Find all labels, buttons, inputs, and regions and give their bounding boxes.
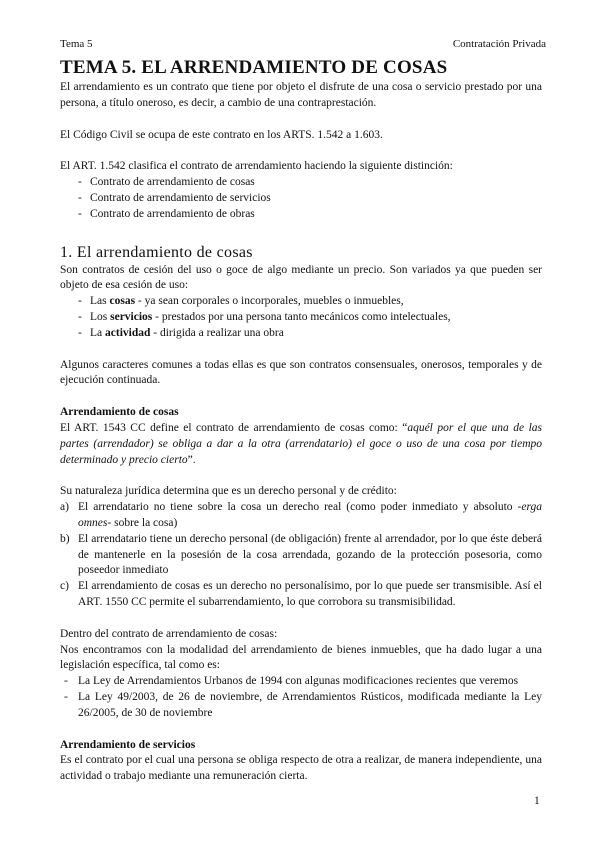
laws-list-item: - La Ley de Arrendamientos Urbanos de 1994 con algunas modificaciones recientes que veremos [60, 674, 542, 690]
header-left: Tema 5 [60, 38, 93, 50]
cosas-nature-item: c) El arrendamiento de cosas es un derecho no personalísimo, por lo que puede ser transmisible. Así el ART. 1550 CC permite el subarrendamiento, lo que corrobora su transmisibilidad. [60, 580, 542, 608]
page-number: 1 [534, 795, 540, 807]
cosas-paragraph-3: Dentro del contrato de arrendamiento de cosas: [60, 627, 278, 640]
laws-list [60, 674, 542, 721]
section1-paragraph-2: Algunos caracteres comunes a todas ellas es que son contratos consensuales, onerosos, temporales y de ejecución continuada. [60, 358, 542, 387]
cosas-nature-item: b) El arrendatario tiene un derecho personal (de obligación) frente al arrendador, por lo que éste deberá de mantenerle en la posesión de la cosa arrendada, gozando de la protección posesoria, como poseedor inmediato [60, 532, 542, 577]
section1-paragraph-1: Son contratos de cesión del uso o goce de algo mediante un precio. Son variados ya que pueden ser objeto de esa cesión de uso: [60, 263, 542, 292]
page-title: TEMA 5. EL ARRENDAMIENTO DE COSAS [60, 57, 448, 78]
subheading-cosas: Arrendamiento de cosas [60, 406, 179, 419]
intro-paragraph-2: El Código Civil se ocupa de este contrato en los ARTS. 1.542 a 1.603. [60, 128, 383, 141]
section1-list-item: - La actividad - dirigida a realizar una obra [78, 326, 542, 342]
intro-list-item: - Contrato de arrendamiento de cosas [78, 175, 542, 191]
intro-list-item: - Contrato de arrendamiento de obras [78, 207, 542, 223]
page-content [60, 56, 542, 785]
intro-paragraph-1: El arrendamiento es un contrato que tiene por objeto el disfrute de una cosa o servicio prestado por una persona, a título oneroso, es decir, a cambio de una contraprestación. [60, 81, 542, 109]
intro-list-item: - Contrato de arrendamiento de servicios [78, 191, 542, 207]
intro-paragraph-3: El ART. 1.542 clasifica el contrato de arrendamiento haciendo la siguiente distinción: [60, 160, 453, 173]
cosas-paragraph-2: Su naturaleza jurídica determina que es un derecho personal y de crédito: [60, 485, 397, 498]
section1-list-item: - Los servicios - prestados por una persona tanto mecánicos como intelectuales, [78, 310, 542, 326]
section1-list [60, 294, 542, 341]
laws-list-item: - La Ley 49/2003, de 26 de noviembre, de Arrendamientos Rústicos, modificada mediante la Ley 26/2005, de 30 de noviembre [60, 690, 542, 722]
section-heading: 1. El arrendamiento de cosas [60, 243, 253, 261]
cosas-paragraph-4: Nos encontramos con la modalidad del arrendamiento de bienes inmuebles, que ha dado lugar a una legislación específica, tal como es: [60, 643, 542, 672]
cosas-definition: El ART. 1543 CC define el contrato de arrendamiento de cosas como: “aquél por el que una de las partes (arrendador) se obliga a dar a la otra (arrendatario) el goce o uso de una cosa por tiempo determinado y precio cierto”. [60, 421, 542, 466]
servicios-paragraph: Es el contrato por el cual una persona se obliga respecto de otra a realizar, de manera independiente, una actividad o trabajo mediante una remuneración cierta. [60, 754, 542, 783]
cosas-nature-item: a) El arrendatario no tiene sobre la cosa un derecho real (como poder inmediato y absoluto -erga omnes- sobre la cosa) [60, 501, 542, 529]
header-right: Contratación Privada [452, 38, 546, 50]
section1-list-item: - Las cosas - ya sean corporales o incorporales, muebles o inmuebles, [78, 294, 542, 310]
intro-list [60, 175, 542, 222]
subheading-servicios: Arrendamiento de servicios [60, 738, 196, 751]
cosas-nature-list [60, 500, 542, 611]
